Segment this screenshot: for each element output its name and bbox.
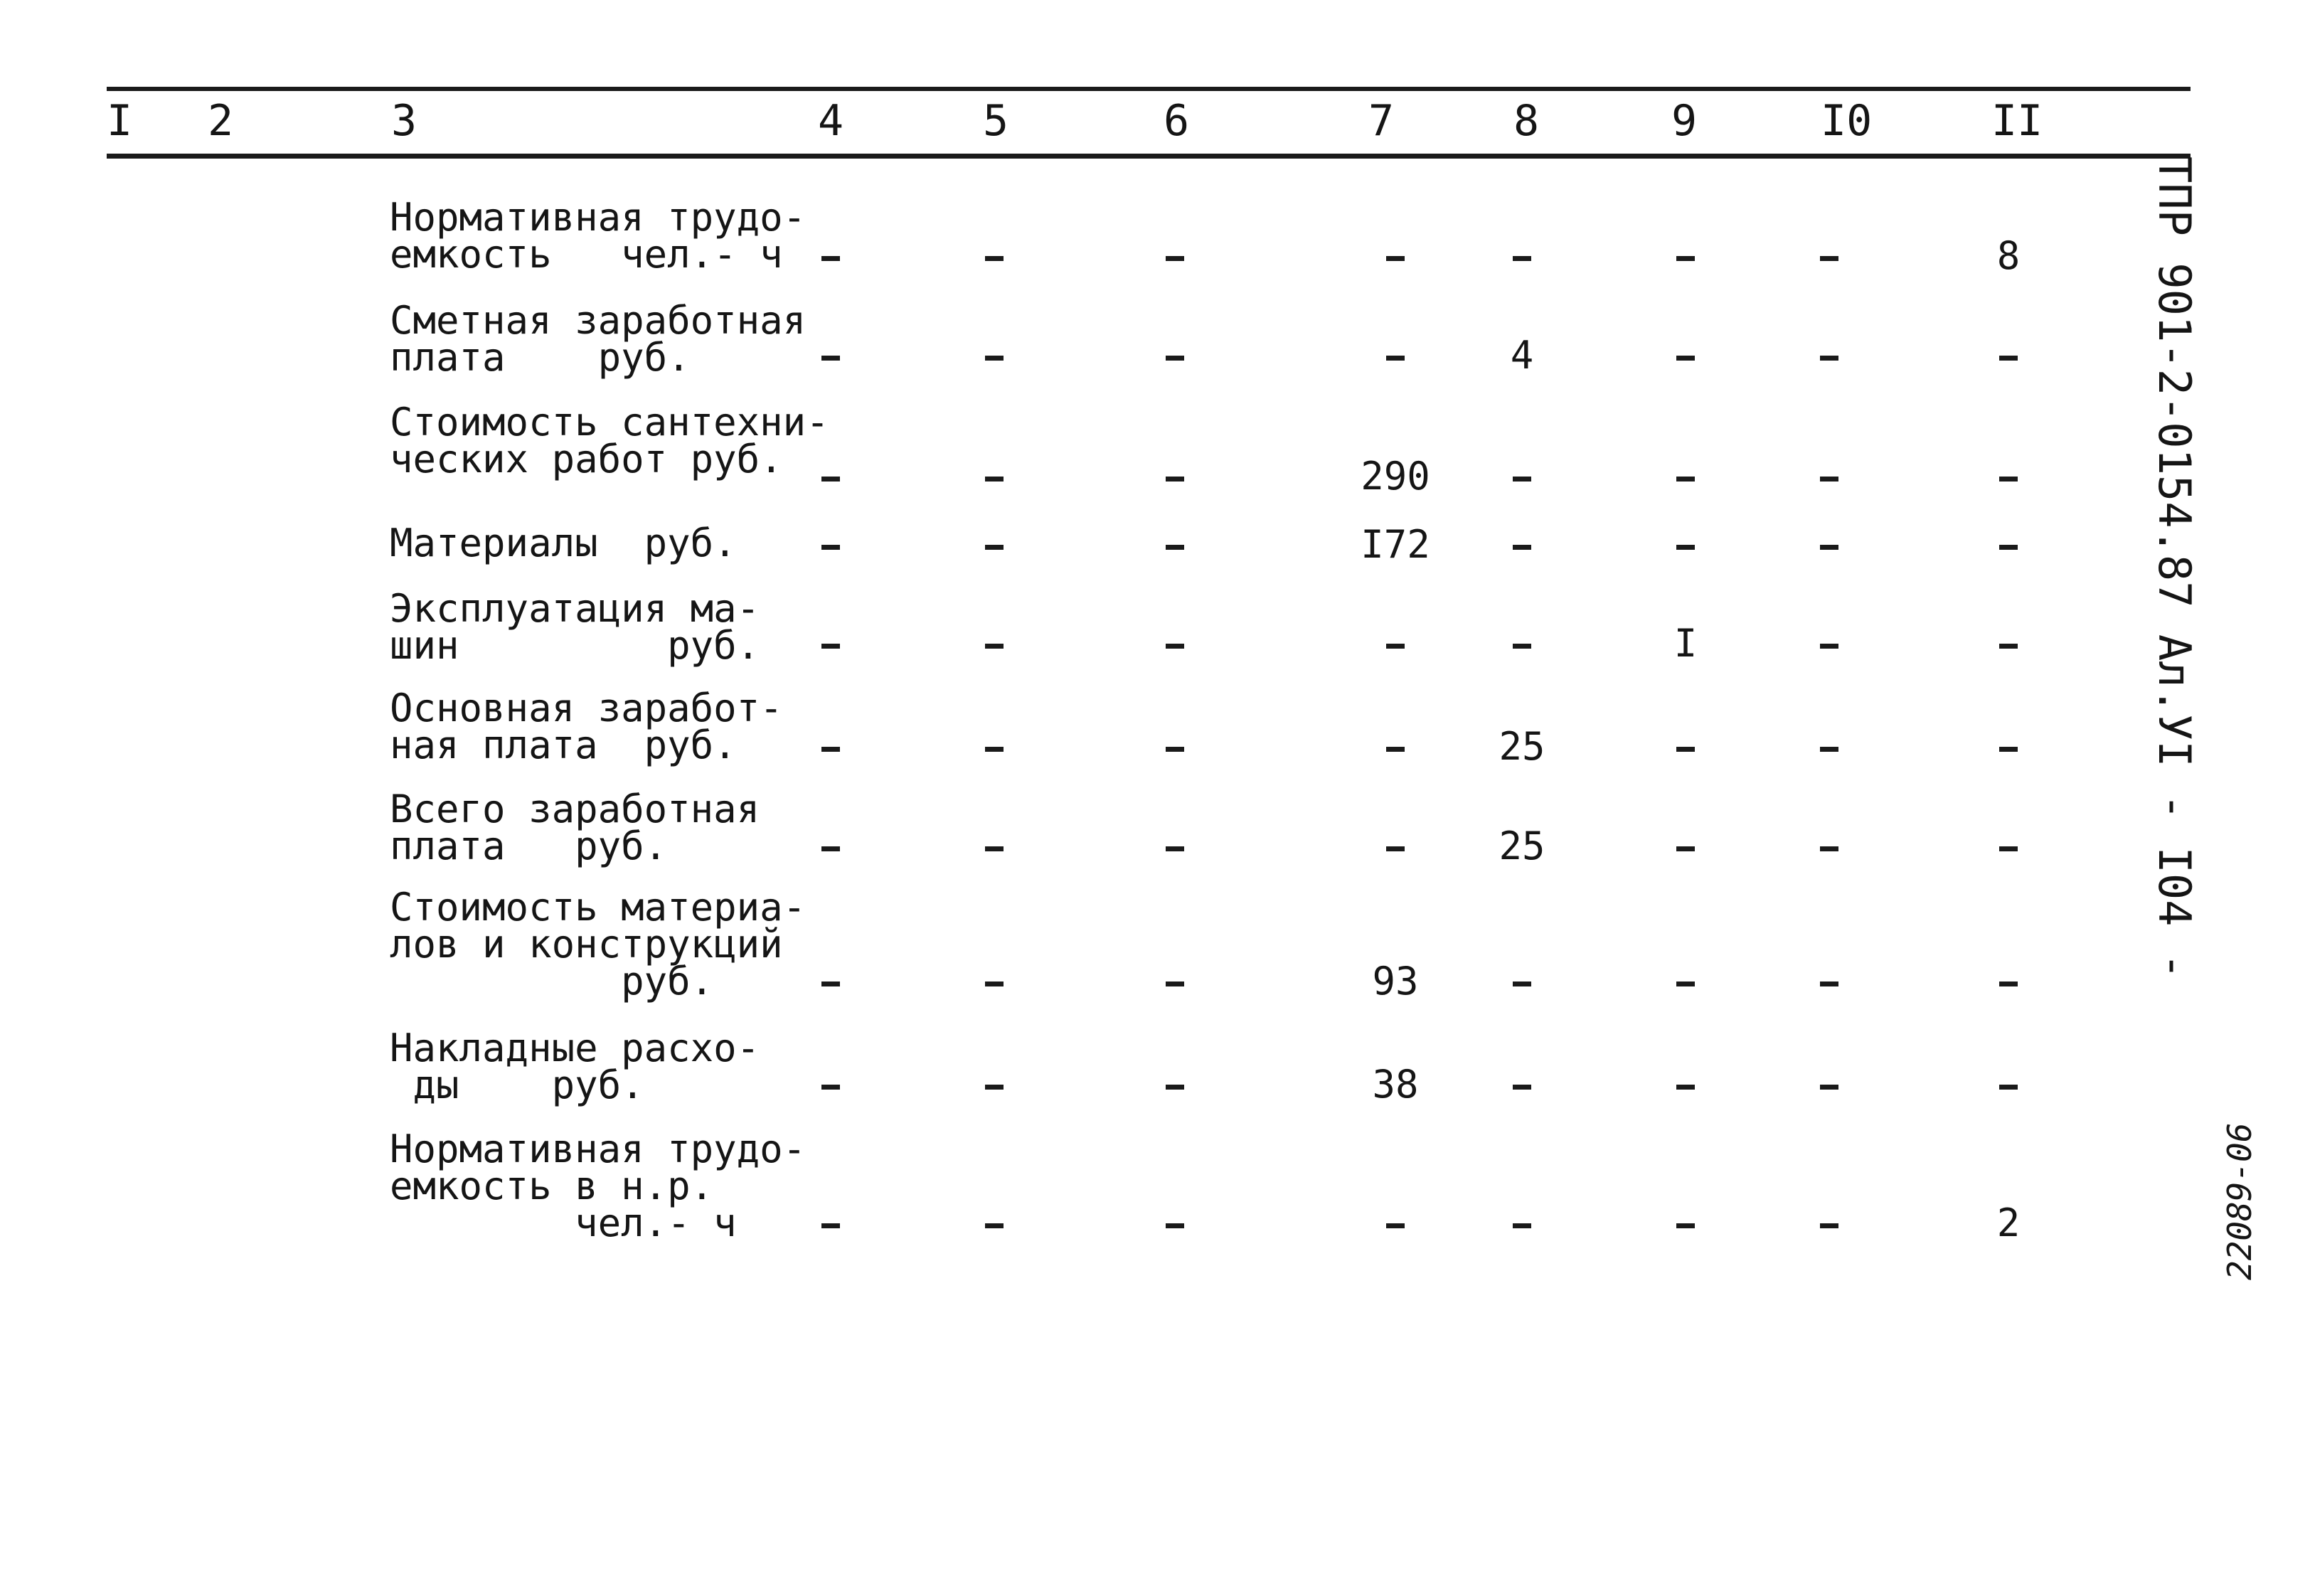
empty-cell-dash [1820,1085,1838,1090]
cell-value: 25 [1499,824,1545,868]
empty-cell-dash [1676,356,1695,361]
header-bottom-rule [107,154,2191,159]
empty-cell-dash [985,477,1004,482]
empty-cell-dash [1999,981,2018,986]
empty-cell-dash [1676,846,1695,851]
empty-cell-dash [1999,477,2018,482]
column-header-6: 6 [1164,96,1190,146]
empty-cell-dash [1513,256,1531,261]
empty-cell-dash [1820,981,1838,986]
empty-cell-dash [1513,644,1531,649]
empty-cell-dash [1820,256,1838,261]
empty-cell-dash [1999,545,2018,550]
column-header-9: 9 [1671,96,1698,146]
empty-cell-dash [1166,644,1184,649]
document-code-label: ТПР 901-2-0154.87 Ал.УI - I04 - [2149,156,2200,980]
column-header-1: I [107,96,133,146]
empty-cell-dash [821,477,840,482]
cell-value: I72 [1361,522,1430,567]
column-header-2: 2 [208,96,234,146]
column-header-11: II [1991,96,2043,146]
row-label: Нормативная трудо- емкость чел.- ч [390,195,807,277]
row-label: Стоимость сантехни- ческих работ руб. [390,400,829,482]
empty-cell-dash [1386,356,1405,361]
empty-cell-dash [1166,256,1184,261]
empty-cell-dash [1386,846,1405,851]
empty-cell-dash [1166,981,1184,986]
column-header-4: 4 [818,96,844,146]
empty-cell-dash [1676,1223,1695,1228]
empty-cell-dash [821,981,840,986]
empty-cell-dash [1676,545,1695,550]
column-header-5: 5 [983,96,1009,146]
empty-cell-dash [985,747,1004,752]
empty-cell-dash [1386,747,1405,752]
cell-value: 4 [1510,333,1534,378]
empty-cell-dash [821,545,840,550]
cell-value: 25 [1499,724,1545,769]
empty-cell-dash [985,846,1004,851]
empty-cell-dash [1166,1223,1184,1228]
empty-cell-dash [985,545,1004,550]
empty-cell-dash [1513,1085,1531,1090]
empty-cell-dash [1820,846,1838,851]
empty-cell-dash [1820,747,1838,752]
empty-cell-dash [985,356,1004,361]
table-top-rule [107,87,2191,91]
empty-cell-dash [1676,981,1695,986]
cell-value: I [1673,621,1698,666]
empty-cell-dash [1820,356,1838,361]
empty-cell-dash [1513,981,1531,986]
cell-value: 2 [1996,1201,2021,1245]
empty-cell-dash [821,644,840,649]
empty-cell-dash [821,356,840,361]
empty-cell-dash [1513,477,1531,482]
empty-cell-dash [1676,1085,1695,1090]
empty-cell-dash [1386,1223,1405,1228]
row-label: Накладные расхо- ды руб. [390,1026,760,1107]
empty-cell-dash [1386,256,1405,261]
empty-cell-dash [985,644,1004,649]
empty-cell-dash [1513,1223,1531,1228]
empty-cell-dash [1166,1085,1184,1090]
row-label: Сметная заработная плата руб. [390,298,807,380]
empty-cell-dash [985,1085,1004,1090]
cell-value: 38 [1372,1062,1419,1107]
empty-cell-dash [1676,747,1695,752]
empty-cell-dash [1999,644,2018,649]
empty-cell-dash [985,1223,1004,1228]
empty-cell-dash [821,747,840,752]
empty-cell-dash [1676,256,1695,261]
empty-cell-dash [821,1085,840,1090]
archive-stamp: 22089-06 [2220,1122,2259,1280]
row-label: Эксплуатация ма- шин руб. [390,586,760,668]
row-label: Основная заработ- ная плата руб. [390,686,783,767]
cell-value: 8 [1996,233,2021,278]
empty-cell-dash [1820,1223,1838,1228]
column-header-10: I0 [1821,96,1873,146]
empty-cell-dash [1166,747,1184,752]
empty-cell-dash [1999,747,2018,752]
empty-cell-dash [1166,477,1184,482]
empty-cell-dash [1513,545,1531,550]
row-label: Стоимость материа- лов и конструкций руб. [390,885,807,1004]
empty-cell-dash [985,256,1004,261]
empty-cell-dash [1166,356,1184,361]
empty-cell-dash [1999,846,2018,851]
row-label: Материалы руб. [390,521,737,565]
column-header-8: 8 [1513,96,1540,146]
empty-cell-dash [1999,356,2018,361]
empty-cell-dash [821,256,840,261]
column-header-3: 3 [391,96,417,146]
row-label: Всего заработная плата руб. [390,787,760,868]
empty-cell-dash [1386,644,1405,649]
empty-cell-dash [821,1223,840,1228]
cell-value: 290 [1361,454,1430,499]
empty-cell-dash [1166,545,1184,550]
column-header-7: 7 [1368,96,1395,146]
row-label: Нормативная трудо- емкость в н.р. чел.- ч [390,1127,807,1245]
empty-cell-dash [1166,846,1184,851]
cell-value: 93 [1372,959,1419,1004]
empty-cell-dash [1820,477,1838,482]
empty-cell-dash [1820,545,1838,550]
empty-cell-dash [1676,477,1695,482]
empty-cell-dash [1820,644,1838,649]
empty-cell-dash [821,846,840,851]
empty-cell-dash [1999,1085,2018,1090]
empty-cell-dash [985,981,1004,986]
